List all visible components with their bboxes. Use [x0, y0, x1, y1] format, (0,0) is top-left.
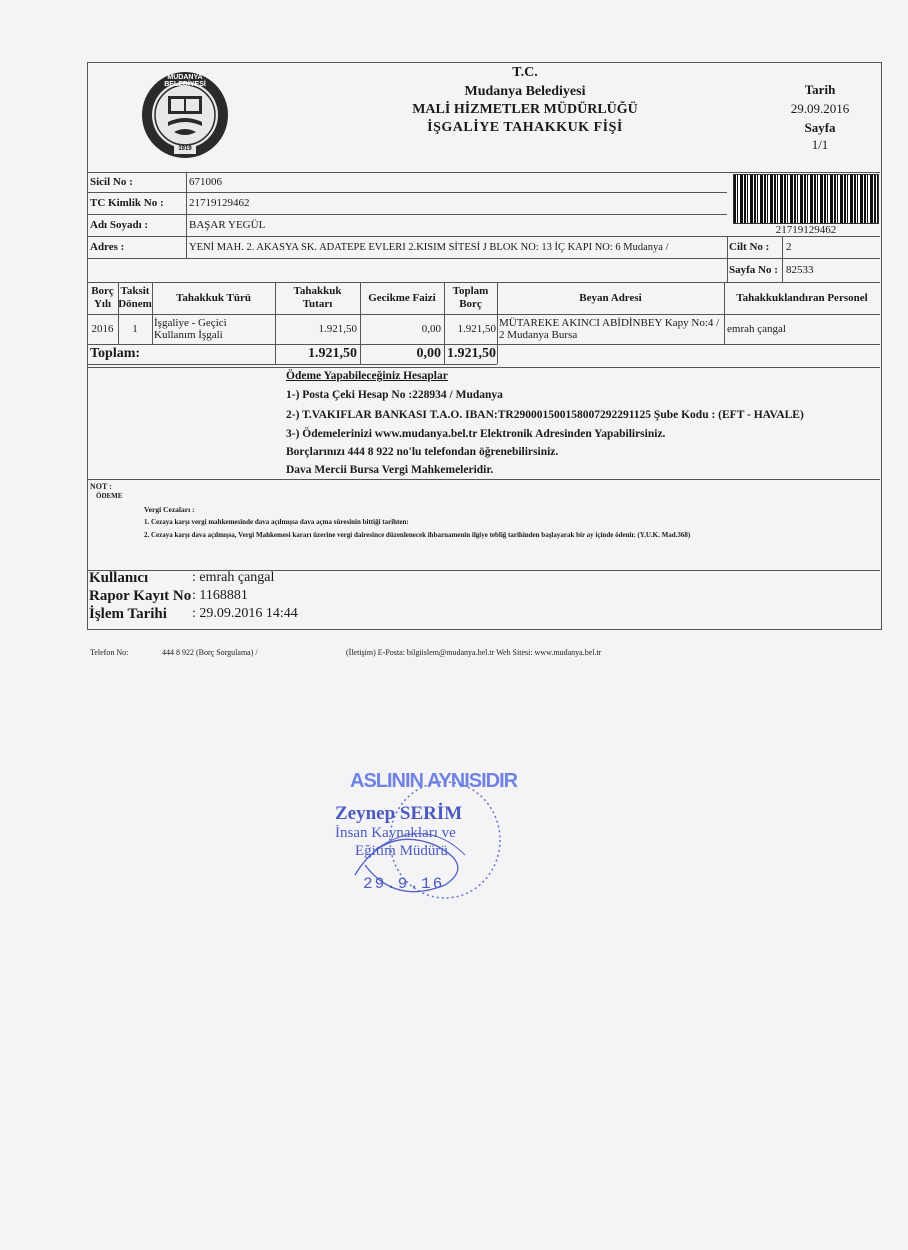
not-label: NOT : [90, 482, 112, 491]
th-tahakkuk-turu: Tahakkuk Türü [176, 291, 251, 304]
report-date-label: İşlem Tarihi [89, 606, 167, 622]
report-record-value: : 1168881 [192, 588, 248, 603]
stamp-line3: Eğitim Müdürü [355, 843, 448, 859]
sayfa-label: Sayfa No : [729, 264, 778, 276]
barcode [733, 174, 879, 224]
name-label: Adı Soyadı : [90, 219, 149, 231]
row-faiz: 0,00 [421, 323, 441, 335]
address-label: Adres : [90, 241, 125, 253]
th-borc-yili: Borç Yılı [91, 285, 114, 310]
sicil-label: Sicil No : [90, 176, 133, 188]
tc-label: TC Kimlik No : [90, 197, 164, 209]
payment-line5: Dava Mercii Bursa Vergi Mahkemeleridir. [286, 464, 494, 476]
logo-year: 1919 [178, 146, 192, 152]
total-label: Toplam: [90, 346, 141, 361]
header-tc: T.C. [512, 65, 538, 80]
stamp-date: 29.9.16 [363, 875, 445, 893]
logo-text-top: MUDANYA BELEDİYESİ [164, 74, 206, 88]
date-value: 29.09.2016 [790, 101, 850, 116]
note-item1: 1. Cezaya karşı vergi mahkemesinde dava açılmışsa dava açma süresinin bittiği tarihten: [144, 518, 409, 526]
cilt-value: 2 [786, 241, 792, 253]
th-personel: Tahakkuklandıran Personel [736, 291, 868, 304]
row-borc-yili: 2016 [91, 323, 114, 335]
header-municipality: Mudanya Belediyesi [464, 84, 586, 99]
vergi-title: Vergi Cezaları : [144, 505, 195, 514]
stamp-name: Zeynep SERİM [335, 803, 463, 824]
report-record-label: Rapor Kayıt No [89, 588, 192, 604]
barcode-number: 21719129462 [775, 224, 837, 236]
header-form-title: İŞGALİYE TAHAKKUK FİŞİ [427, 120, 623, 135]
certification-stamp [325, 755, 535, 905]
th-tahakkuk-tutari: Tahakkuk Tutarı [293, 285, 342, 310]
row-tutar: 1.921,50 [318, 323, 357, 335]
cilt-label: Cilt No : [729, 241, 770, 253]
row-turu: İşgaliye - Geçici Kullanım İşgali [154, 316, 227, 341]
payment-line4: Borçlarınızı 444 8 922 no'lu telefondan öğrenebilirsiniz. [286, 446, 559, 458]
footer-phone-label: Telefon No: [90, 648, 129, 657]
payment-line1: 1-) Posta Çeki Hesap No :228934 / Mudanya [286, 389, 503, 401]
tc-value: 21719129462 [189, 197, 250, 209]
row-personel: emrah çangal [727, 323, 786, 335]
note-item2: 2. Cezaya karşı dava açılmışsa, Vergi Mahkemesi kararı üzerine vergi dairesince düzenlenecek ihbarnamenin ilgiye tebliğ tarihinden başlayarak bir ay içinde ödenir. (Y.U.K. Mad.368) [144, 531, 691, 539]
stamp-top-text: ASLININ AYNISIDIR [350, 770, 518, 792]
date-label: Tarih [804, 82, 836, 97]
odeme-label: ÖDEME [96, 492, 123, 500]
sayfa-value: 82533 [786, 264, 814, 276]
sicil-value: 671006 [189, 176, 222, 188]
payment-line2: 2-) T.VAKIFLAR BANKASI T.A.O. IBAN:TR290001500158007292291125 Şube Kodu : (EFT - HAVALE) [286, 409, 804, 421]
th-beyan-adresi: Beyan Adresi [579, 291, 642, 304]
report-date-value: : 29.09.2016 14:44 [192, 606, 298, 621]
address-value: YENİ MAH. 2. AKASYA SK. ADATEPE EVLERI 2.KISIM SİTESİ J BLOK NO: 13 İÇ KAPI NO: 6 Mudanya / [189, 241, 669, 253]
payment-title: Ödeme Yapabileceğiniz Hesaplar [286, 370, 448, 382]
header-department: MALİ HİZMETLER MÜDÜRLÜĞÜ [412, 102, 638, 117]
page-value: 1/1 [811, 137, 829, 152]
stamp-line2: İnsan Kaynakları ve [335, 825, 456, 841]
row-taksit: 1 [132, 323, 138, 335]
report-user-label: Kullanıcı [89, 570, 149, 586]
footer-phone-value: 444 8 922 (Borç Sorgulama) / [162, 648, 258, 657]
total-tutar: 1.921,50 [308, 346, 357, 361]
th-taksit-donem: Taksit Dönem [118, 285, 152, 310]
footer-contact: (İletişim) E-Posta: bilgiislem@mudanya.bel.tr Web Sitesi: www.mudanya.bel.tr [346, 648, 602, 657]
page-label: Sayfa [804, 120, 836, 135]
row-toplam: 1.921,50 [457, 323, 496, 335]
th-toplam-borc: Toplam Borç [452, 285, 489, 310]
report-user-value: : emrah çangal [192, 570, 275, 585]
th-gecikme-faizi: Gecikme Faizi [368, 291, 436, 304]
payment-line3: 3-) Ödemelerinizi www.mudanya.bel.tr Elektronik Adresinden Yapabilirsiniz. [286, 428, 666, 440]
row-beyan: MÜTAREKE AKINCI ABİDİNBEY Kapy No:4 / 2 Mudanya Bursa [499, 316, 720, 341]
municipality-logo [140, 70, 230, 160]
total-toplam: 1.921,50 [447, 346, 496, 361]
total-faiz: 0,00 [416, 346, 441, 361]
name-value: BAŞAR YEGÜL [189, 219, 266, 231]
